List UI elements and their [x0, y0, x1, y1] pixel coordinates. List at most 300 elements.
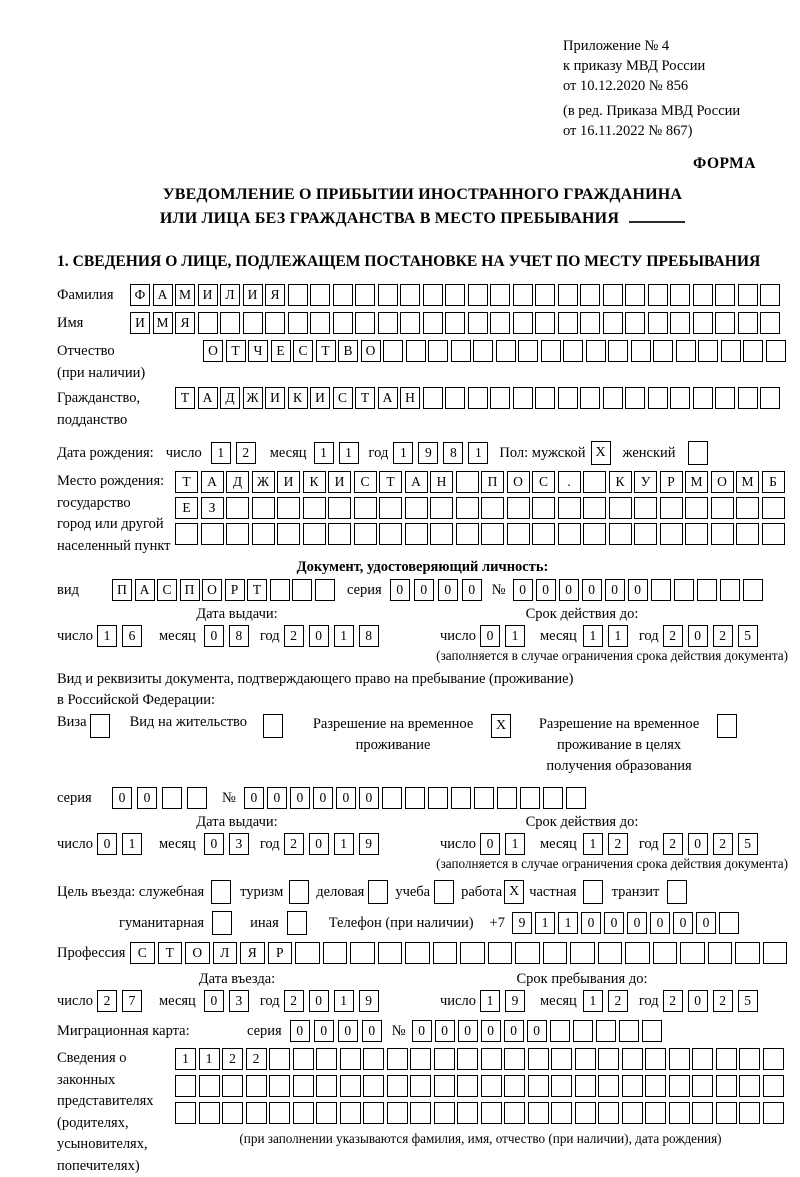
- residence-number-cells-cell[interactable]: [566, 787, 586, 809]
- migration-series-cells-cell[interactable]: 0: [290, 1020, 310, 1042]
- legal-representatives-cells-row3-cell[interactable]: [739, 1102, 760, 1124]
- legal-representatives-cells-row3-cell[interactable]: [598, 1102, 619, 1124]
- legal-representatives-cells-row2-cell[interactable]: [269, 1075, 290, 1097]
- birthplace-cells-row1-cell[interactable]: П: [481, 471, 504, 493]
- patronymic-cells-cell[interactable]: [451, 340, 471, 362]
- birthplace-cells-row2-cell[interactable]: [660, 497, 683, 519]
- birthplace-cells-row3-cell[interactable]: [175, 523, 198, 545]
- legal-representatives-cells-row1-cell[interactable]: [434, 1048, 455, 1070]
- profession-cells-cell[interactable]: [570, 942, 595, 964]
- birthplace-cells-row1-cell[interactable]: Д: [226, 471, 249, 493]
- entry-month-cells-cell[interactable]: 3: [229, 990, 249, 1012]
- doc-series-cells-cell[interactable]: 0: [414, 579, 434, 601]
- firstname-cells-cell[interactable]: [513, 312, 533, 334]
- legal-representatives-cells-row2-cell[interactable]: [457, 1075, 478, 1097]
- birthplace-cells-row3-cell[interactable]: [711, 523, 734, 545]
- legal-representatives-cells-row2-cell[interactable]: [481, 1075, 502, 1097]
- surname-cells-cell[interactable]: [558, 284, 578, 306]
- residence-valid-year-cells-cell[interactable]: 0: [688, 833, 708, 855]
- surname-cells-cell[interactable]: [738, 284, 758, 306]
- profession-cells-cell[interactable]: [680, 942, 705, 964]
- doc-type-cells-cell[interactable]: П: [180, 579, 200, 601]
- surname-cells-cell[interactable]: Ф: [130, 284, 150, 306]
- birthplace-cells-row1-cell[interactable]: А: [405, 471, 428, 493]
- phone-cells-cell[interactable]: 0: [581, 912, 601, 934]
- entry-year-cells-cell[interactable]: 1: [334, 990, 354, 1012]
- surname-cells-cell[interactable]: [490, 284, 510, 306]
- citizenship-cells-cell[interactable]: [535, 387, 555, 409]
- legal-representatives-cells-row2-cell[interactable]: [293, 1075, 314, 1097]
- residence-number-cells-cell[interactable]: [428, 787, 448, 809]
- birth-year-cells-cell[interactable]: 8: [443, 442, 463, 464]
- phone-cells-cell[interactable]: 9: [512, 912, 532, 934]
- surname-cells-cell[interactable]: [648, 284, 668, 306]
- legal-representatives-cells-row3-cell[interactable]: [316, 1102, 337, 1124]
- residence-series-cells-cell[interactable]: [162, 787, 182, 809]
- doc-series-cells-cell[interactable]: 0: [462, 579, 482, 601]
- surname-cells-cell[interactable]: [333, 284, 353, 306]
- citizenship-cells-cell[interactable]: [670, 387, 690, 409]
- birthplace-cells-row3-cell[interactable]: [736, 523, 759, 545]
- residence-valid-year-cells-cell[interactable]: 5: [738, 833, 758, 855]
- doc-number-cells-cell[interactable]: 0: [559, 579, 579, 601]
- birthplace-cells-row2-cell[interactable]: [277, 497, 300, 519]
- residence-valid-day-cells-cell[interactable]: 0: [480, 833, 500, 855]
- citizenship-cells-cell[interactable]: [580, 387, 600, 409]
- residence-permit-checkbox[interactable]: [263, 714, 283, 738]
- firstname-cells-cell[interactable]: [738, 312, 758, 334]
- legal-representatives-cells-row3-cell[interactable]: [175, 1102, 196, 1124]
- surname-cells-cell[interactable]: [603, 284, 623, 306]
- surname-cells-cell[interactable]: [760, 284, 780, 306]
- birthplace-cells-row2-cell[interactable]: [762, 497, 785, 519]
- doc-valid-day-cells-cell[interactable]: 0: [480, 625, 500, 647]
- stay-month-cells-cell[interactable]: 1: [583, 990, 603, 1012]
- patronymic-cells-cell[interactable]: Т: [316, 340, 336, 362]
- legal-representatives-cells-row2-cell[interactable]: [716, 1075, 737, 1097]
- legal-representatives-cells-row3-cell[interactable]: [763, 1102, 784, 1124]
- firstname-cells-cell[interactable]: Я: [175, 312, 195, 334]
- doc-issue-year-cells-cell[interactable]: 0: [309, 625, 329, 647]
- residence-issue-year-cells-cell[interactable]: 0: [309, 833, 329, 855]
- residence-number-cells-cell[interactable]: [543, 787, 563, 809]
- surname-cells-cell[interactable]: [625, 284, 645, 306]
- citizenship-cells-cell[interactable]: [603, 387, 623, 409]
- legal-representatives-cells-row2-cell[interactable]: [645, 1075, 666, 1097]
- profession-cells-cell[interactable]: [433, 942, 458, 964]
- firstname-cells-cell[interactable]: [693, 312, 713, 334]
- patronymic-cells-cell[interactable]: О: [203, 340, 223, 362]
- purpose-commercial-checkbox[interactable]: [368, 880, 388, 904]
- residence-issue-year-cells-cell[interactable]: 1: [334, 833, 354, 855]
- legal-representatives-cells-row3-cell[interactable]: [481, 1102, 502, 1124]
- birthplace-cells-row1-cell[interactable]: [456, 471, 479, 493]
- doc-number-cells-cell[interactable]: 0: [582, 579, 602, 601]
- residence-number-cells-cell[interactable]: [405, 787, 425, 809]
- patronymic-cells-cell[interactable]: [406, 340, 426, 362]
- residence-number-cells-cell[interactable]: [382, 787, 402, 809]
- doc-type-cells-cell[interactable]: Р: [225, 579, 245, 601]
- legal-representatives-cells-row3-cell[interactable]: [504, 1102, 525, 1124]
- patronymic-cells-cell[interactable]: [766, 340, 786, 362]
- legal-representatives-cells-row1-cell[interactable]: [340, 1048, 361, 1070]
- legal-representatives-cells-row1-cell[interactable]: [692, 1048, 713, 1070]
- surname-cells-cell[interactable]: [423, 284, 443, 306]
- profession-cells-cell[interactable]: [625, 942, 650, 964]
- birthplace-cells-row3-cell[interactable]: [430, 523, 453, 545]
- doc-number-cells-cell[interactable]: 0: [536, 579, 556, 601]
- patronymic-cells-cell[interactable]: [743, 340, 763, 362]
- residence-series-cells-cell[interactable]: 0: [112, 787, 132, 809]
- surname-cells-cell[interactable]: [378, 284, 398, 306]
- residence-issue-year-cells-cell[interactable]: 9: [359, 833, 379, 855]
- profession-cells-cell[interactable]: О: [185, 942, 210, 964]
- surname-cells-cell[interactable]: И: [198, 284, 218, 306]
- firstname-cells-cell[interactable]: [760, 312, 780, 334]
- patronymic-cells-cell[interactable]: О: [361, 340, 381, 362]
- surname-cells-cell[interactable]: [445, 284, 465, 306]
- doc-series-cells-cell[interactable]: 0: [438, 579, 458, 601]
- birthplace-cells-row2-cell[interactable]: [685, 497, 708, 519]
- gender-female-checkbox[interactable]: [688, 441, 708, 465]
- birthplace-cells-row3-cell[interactable]: [558, 523, 581, 545]
- birthplace-cells-row3-cell[interactable]: [660, 523, 683, 545]
- birthplace-cells-row3-cell[interactable]: [201, 523, 224, 545]
- citizenship-cells-cell[interactable]: К: [288, 387, 308, 409]
- birthplace-cells-row1-cell[interactable]: [583, 471, 606, 493]
- birthplace-cells-row1-cell[interactable]: У: [634, 471, 657, 493]
- birthplace-cells-row2-cell[interactable]: [354, 497, 377, 519]
- doc-type-cells-cell[interactable]: С: [157, 579, 177, 601]
- residence-number-cells-cell[interactable]: [497, 787, 517, 809]
- residence-valid-month-cells-cell[interactable]: 1: [583, 833, 603, 855]
- doc-number-cells-cell[interactable]: [743, 579, 763, 601]
- profession-cells-cell[interactable]: [653, 942, 678, 964]
- birthplace-cells-row1-cell[interactable]: Б: [762, 471, 785, 493]
- firstname-cells-cell[interactable]: [648, 312, 668, 334]
- profession-cells-cell[interactable]: [735, 942, 760, 964]
- birthplace-cells-row1-cell[interactable]: С: [532, 471, 555, 493]
- citizenship-cells-cell[interactable]: [558, 387, 578, 409]
- legal-representatives-cells-row3-cell[interactable]: [246, 1102, 267, 1124]
- birthplace-cells-row3-cell[interactable]: [583, 523, 606, 545]
- citizenship-cells-cell[interactable]: А: [198, 387, 218, 409]
- birthplace-cells-row3-cell[interactable]: [328, 523, 351, 545]
- birth-month-cells-cell[interactable]: 1: [314, 442, 334, 464]
- migration-number-cells-cell[interactable]: [596, 1020, 616, 1042]
- phone-cells-cell[interactable]: 0: [673, 912, 693, 934]
- patronymic-cells-cell[interactable]: Т: [226, 340, 246, 362]
- residence-series-cells-cell[interactable]: [187, 787, 207, 809]
- birthplace-cells-row1-cell[interactable]: Т: [379, 471, 402, 493]
- residence-number-cells-cell[interactable]: [520, 787, 540, 809]
- migration-number-cells-cell[interactable]: 0: [435, 1020, 455, 1042]
- legal-representatives-cells-row1-cell[interactable]: 1: [199, 1048, 220, 1070]
- legal-representatives-cells-row2-cell[interactable]: [763, 1075, 784, 1097]
- profession-cells-cell[interactable]: [350, 942, 375, 964]
- profession-cells-cell[interactable]: [323, 942, 348, 964]
- patronymic-cells-cell[interactable]: [428, 340, 448, 362]
- doc-issue-month-cells-cell[interactable]: 0: [204, 625, 224, 647]
- migration-number-cells-cell[interactable]: [573, 1020, 593, 1042]
- doc-valid-month-cells-cell[interactable]: 1: [583, 625, 603, 647]
- doc-valid-day-cells-cell[interactable]: 1: [505, 625, 525, 647]
- legal-representatives-cells-row2-cell[interactable]: [387, 1075, 408, 1097]
- birthplace-cells-row1-cell[interactable]: О: [507, 471, 530, 493]
- legal-representatives-cells-row1-cell[interactable]: [551, 1048, 572, 1070]
- legal-representatives-cells-row2-cell[interactable]: [340, 1075, 361, 1097]
- birth-month-cells-cell[interactable]: 1: [339, 442, 359, 464]
- firstname-cells-cell[interactable]: [220, 312, 240, 334]
- patronymic-cells-cell[interactable]: [721, 340, 741, 362]
- legal-representatives-cells-row3-cell[interactable]: [199, 1102, 220, 1124]
- patronymic-cells-cell[interactable]: [541, 340, 561, 362]
- legal-representatives-cells-row3-cell[interactable]: [387, 1102, 408, 1124]
- legal-representatives-cells-row1-cell[interactable]: [363, 1048, 384, 1070]
- firstname-cells-cell[interactable]: [603, 312, 623, 334]
- phone-cells-cell[interactable]: 0: [627, 912, 647, 934]
- firstname-cells-cell[interactable]: М: [153, 312, 173, 334]
- firstname-cells-cell[interactable]: [265, 312, 285, 334]
- firstname-cells-cell[interactable]: [468, 312, 488, 334]
- firstname-cells-cell[interactable]: [490, 312, 510, 334]
- firstname-cells-cell[interactable]: [198, 312, 218, 334]
- doc-issue-month-cells-cell[interactable]: 8: [229, 625, 249, 647]
- legal-representatives-cells-row2-cell[interactable]: [551, 1075, 572, 1097]
- firstname-cells-cell[interactable]: [670, 312, 690, 334]
- firstname-cells-cell[interactable]: [355, 312, 375, 334]
- surname-cells-cell[interactable]: [310, 284, 330, 306]
- legal-representatives-cells-row1-cell[interactable]: [598, 1048, 619, 1070]
- legal-representatives-cells-row2-cell[interactable]: [199, 1075, 220, 1097]
- entry-month-cells-cell[interactable]: 0: [204, 990, 224, 1012]
- profession-cells-cell[interactable]: Т: [158, 942, 183, 964]
- birthplace-cells-row2-cell[interactable]: [583, 497, 606, 519]
- gender-male-checkbox[interactable]: X: [591, 441, 611, 465]
- purpose-business-checkbox[interactable]: [211, 880, 231, 904]
- residence-number-cells-cell[interactable]: 0: [244, 787, 264, 809]
- doc-type-cells-cell[interactable]: А: [135, 579, 155, 601]
- legal-representatives-cells-row3-cell[interactable]: [222, 1102, 243, 1124]
- citizenship-cells-cell[interactable]: [468, 387, 488, 409]
- birthplace-cells-row3-cell[interactable]: [405, 523, 428, 545]
- legal-representatives-cells-row3-cell[interactable]: [293, 1102, 314, 1124]
- birthplace-cells-row2-cell[interactable]: [558, 497, 581, 519]
- legal-representatives-cells-row2-cell[interactable]: [410, 1075, 431, 1097]
- legal-representatives-cells-row1-cell[interactable]: [575, 1048, 596, 1070]
- profession-cells-cell[interactable]: [708, 942, 733, 964]
- residence-number-cells-cell[interactable]: 0: [290, 787, 310, 809]
- profession-cells-cell[interactable]: Р: [268, 942, 293, 964]
- legal-representatives-cells-row1-cell[interactable]: [669, 1048, 690, 1070]
- legal-representatives-cells-row1-cell[interactable]: [645, 1048, 666, 1070]
- citizenship-cells-cell[interactable]: [760, 387, 780, 409]
- firstname-cells-cell[interactable]: [445, 312, 465, 334]
- phone-cells-cell[interactable]: 0: [696, 912, 716, 934]
- firstname-cells-cell[interactable]: [715, 312, 735, 334]
- residence-number-cells-cell[interactable]: [474, 787, 494, 809]
- legal-representatives-cells-row3-cell[interactable]: [457, 1102, 478, 1124]
- entry-day-cells-cell[interactable]: 7: [122, 990, 142, 1012]
- patronymic-cells-cell[interactable]: С: [293, 340, 313, 362]
- citizenship-cells-cell[interactable]: А: [378, 387, 398, 409]
- entry-year-cells-cell[interactable]: 9: [359, 990, 379, 1012]
- legal-representatives-cells-row3-cell[interactable]: [269, 1102, 290, 1124]
- doc-number-cells-cell[interactable]: [697, 579, 717, 601]
- birthplace-cells-row2-cell[interactable]: [481, 497, 504, 519]
- birthplace-cells-row2-cell[interactable]: [226, 497, 249, 519]
- firstname-cells-cell[interactable]: [310, 312, 330, 334]
- legal-representatives-cells-row2-cell[interactable]: [316, 1075, 337, 1097]
- phone-cells-cell[interactable]: 1: [535, 912, 555, 934]
- patronymic-cells-cell[interactable]: [496, 340, 516, 362]
- patronymic-cells-cell[interactable]: [608, 340, 628, 362]
- profession-cells-cell[interactable]: Я: [240, 942, 265, 964]
- legal-representatives-cells-row3-cell[interactable]: [363, 1102, 384, 1124]
- residence-number-cells-cell[interactable]: 0: [336, 787, 356, 809]
- legal-representatives-cells-row3-cell[interactable]: [551, 1102, 572, 1124]
- birthplace-cells-row2-cell[interactable]: [405, 497, 428, 519]
- birthplace-cells-row1-cell[interactable]: М: [736, 471, 759, 493]
- surname-cells-cell[interactable]: Я: [265, 284, 285, 306]
- legal-representatives-cells-row3-cell[interactable]: [692, 1102, 713, 1124]
- citizenship-cells-cell[interactable]: [423, 387, 443, 409]
- legal-representatives-cells-row2-cell[interactable]: [598, 1075, 619, 1097]
- doc-type-cells-cell[interactable]: [315, 579, 335, 601]
- stay-year-cells-cell[interactable]: 2: [663, 990, 683, 1012]
- legal-representatives-cells-row2-cell[interactable]: [669, 1075, 690, 1097]
- birthplace-cells-row3-cell[interactable]: [226, 523, 249, 545]
- purpose-private-checkbox[interactable]: [583, 880, 603, 904]
- legal-representatives-cells-row1-cell[interactable]: [528, 1048, 549, 1070]
- phone-cells-cell[interactable]: 1: [558, 912, 578, 934]
- stay-day-cells-cell[interactable]: 1: [480, 990, 500, 1012]
- profession-cells-cell[interactable]: [515, 942, 540, 964]
- legal-representatives-cells-row1-cell[interactable]: [457, 1048, 478, 1070]
- legal-representatives-cells-row2-cell[interactable]: [528, 1075, 549, 1097]
- migration-number-cells-cell[interactable]: 0: [504, 1020, 524, 1042]
- legal-representatives-cells-row2-cell[interactable]: [739, 1075, 760, 1097]
- citizenship-cells-cell[interactable]: Д: [220, 387, 240, 409]
- birthplace-cells-row1-cell[interactable]: Р: [660, 471, 683, 493]
- profession-cells-cell[interactable]: [295, 942, 320, 964]
- birth-year-cells-cell[interactable]: 1: [393, 442, 413, 464]
- citizenship-cells-cell[interactable]: [490, 387, 510, 409]
- profession-cells-cell[interactable]: [405, 942, 430, 964]
- patronymic-cells-cell[interactable]: [698, 340, 718, 362]
- surname-cells-cell[interactable]: М: [175, 284, 195, 306]
- migration-series-cells-cell[interactable]: 0: [314, 1020, 334, 1042]
- stay-year-cells-cell[interactable]: 2: [713, 990, 733, 1012]
- residence-issue-month-cells-cell[interactable]: 3: [229, 833, 249, 855]
- birth-year-cells-cell[interactable]: 1: [468, 442, 488, 464]
- birthplace-cells-row2-cell[interactable]: [456, 497, 479, 519]
- doc-number-cells-cell[interactable]: 0: [605, 579, 625, 601]
- doc-type-cells-cell[interactable]: Т: [247, 579, 267, 601]
- birthplace-cells-row2-cell[interactable]: [328, 497, 351, 519]
- purpose-other-checkbox[interactable]: [287, 911, 307, 935]
- birthplace-cells-row3-cell[interactable]: [252, 523, 275, 545]
- doc-type-cells-cell[interactable]: О: [202, 579, 222, 601]
- doc-valid-month-cells-cell[interactable]: 1: [608, 625, 628, 647]
- birthplace-cells-row1-cell[interactable]: А: [201, 471, 224, 493]
- doc-valid-year-cells-cell[interactable]: 5: [738, 625, 758, 647]
- residence-valid-day-cells-cell[interactable]: 1: [505, 833, 525, 855]
- purpose-humanitarian-checkbox[interactable]: [212, 911, 232, 935]
- birthplace-cells-row2-cell[interactable]: [736, 497, 759, 519]
- surname-cells-cell[interactable]: [468, 284, 488, 306]
- doc-valid-year-cells-cell[interactable]: 2: [663, 625, 683, 647]
- doc-type-cells-cell[interactable]: [270, 579, 290, 601]
- residence-valid-year-cells-cell[interactable]: 2: [713, 833, 733, 855]
- legal-representatives-cells-row1-cell[interactable]: [410, 1048, 431, 1070]
- doc-issue-year-cells-cell[interactable]: 2: [284, 625, 304, 647]
- birthplace-cells-row1-cell[interactable]: Ж: [252, 471, 275, 493]
- migration-number-cells-cell[interactable]: [550, 1020, 570, 1042]
- firstname-cells-cell[interactable]: [558, 312, 578, 334]
- surname-cells-cell[interactable]: [400, 284, 420, 306]
- citizenship-cells-cell[interactable]: [445, 387, 465, 409]
- legal-representatives-cells-row3-cell[interactable]: [716, 1102, 737, 1124]
- firstname-cells-cell[interactable]: [535, 312, 555, 334]
- migration-number-cells-cell[interactable]: [619, 1020, 639, 1042]
- legal-representatives-cells-row1-cell[interactable]: [739, 1048, 760, 1070]
- residence-issue-month-cells-cell[interactable]: 0: [204, 833, 224, 855]
- birthplace-cells-row1-cell[interactable]: .: [558, 471, 581, 493]
- doc-number-cells-cell[interactable]: 0: [513, 579, 533, 601]
- doc-valid-year-cells-cell[interactable]: 2: [713, 625, 733, 647]
- legal-representatives-cells-row3-cell[interactable]: [410, 1102, 431, 1124]
- stay-year-cells-cell[interactable]: 0: [688, 990, 708, 1012]
- birthplace-cells-row2-cell[interactable]: [303, 497, 326, 519]
- doc-type-cells-cell[interactable]: П: [112, 579, 132, 601]
- profession-cells-cell[interactable]: [378, 942, 403, 964]
- entry-day-cells-cell[interactable]: 2: [97, 990, 117, 1012]
- migration-number-cells-cell[interactable]: 0: [527, 1020, 547, 1042]
- migration-series-cells-cell[interactable]: 0: [338, 1020, 358, 1042]
- patronymic-cells-cell[interactable]: Е: [271, 340, 291, 362]
- patronymic-cells-cell[interactable]: [518, 340, 538, 362]
- birthplace-cells-row1-cell[interactable]: И: [328, 471, 351, 493]
- birth-day-cells-cell[interactable]: 1: [211, 442, 231, 464]
- legal-representatives-cells-row2-cell[interactable]: [575, 1075, 596, 1097]
- residence-number-cells-cell[interactable]: [451, 787, 471, 809]
- birthplace-cells-row1-cell[interactable]: Т: [175, 471, 198, 493]
- doc-type-cells-cell[interactable]: [292, 579, 312, 601]
- purpose-transit-checkbox[interactable]: [667, 880, 687, 904]
- surname-cells-cell[interactable]: [513, 284, 533, 306]
- birthplace-cells-row2-cell[interactable]: [711, 497, 734, 519]
- firstname-cells-cell[interactable]: [288, 312, 308, 334]
- patronymic-cells-cell[interactable]: Ч: [248, 340, 268, 362]
- migration-number-cells-cell[interactable]: 0: [481, 1020, 501, 1042]
- birthplace-cells-row2-cell[interactable]: [507, 497, 530, 519]
- legal-representatives-cells-row1-cell[interactable]: [269, 1048, 290, 1070]
- surname-cells-cell[interactable]: Л: [220, 284, 240, 306]
- citizenship-cells-cell[interactable]: [715, 387, 735, 409]
- birthplace-cells-row1-cell[interactable]: М: [685, 471, 708, 493]
- citizenship-cells-cell[interactable]: И: [310, 387, 330, 409]
- purpose-study-checkbox[interactable]: [434, 880, 454, 904]
- birthplace-cells-row2-cell[interactable]: [634, 497, 657, 519]
- firstname-cells-cell[interactable]: И: [130, 312, 150, 334]
- profession-cells-cell[interactable]: С: [130, 942, 155, 964]
- residence-issue-day-cells-cell[interactable]: 0: [97, 833, 117, 855]
- legal-representatives-cells-row2-cell[interactable]: [222, 1075, 243, 1097]
- surname-cells-cell[interactable]: А: [153, 284, 173, 306]
- doc-issue-year-cells-cell[interactable]: 1: [334, 625, 354, 647]
- profession-cells-cell[interactable]: [598, 942, 623, 964]
